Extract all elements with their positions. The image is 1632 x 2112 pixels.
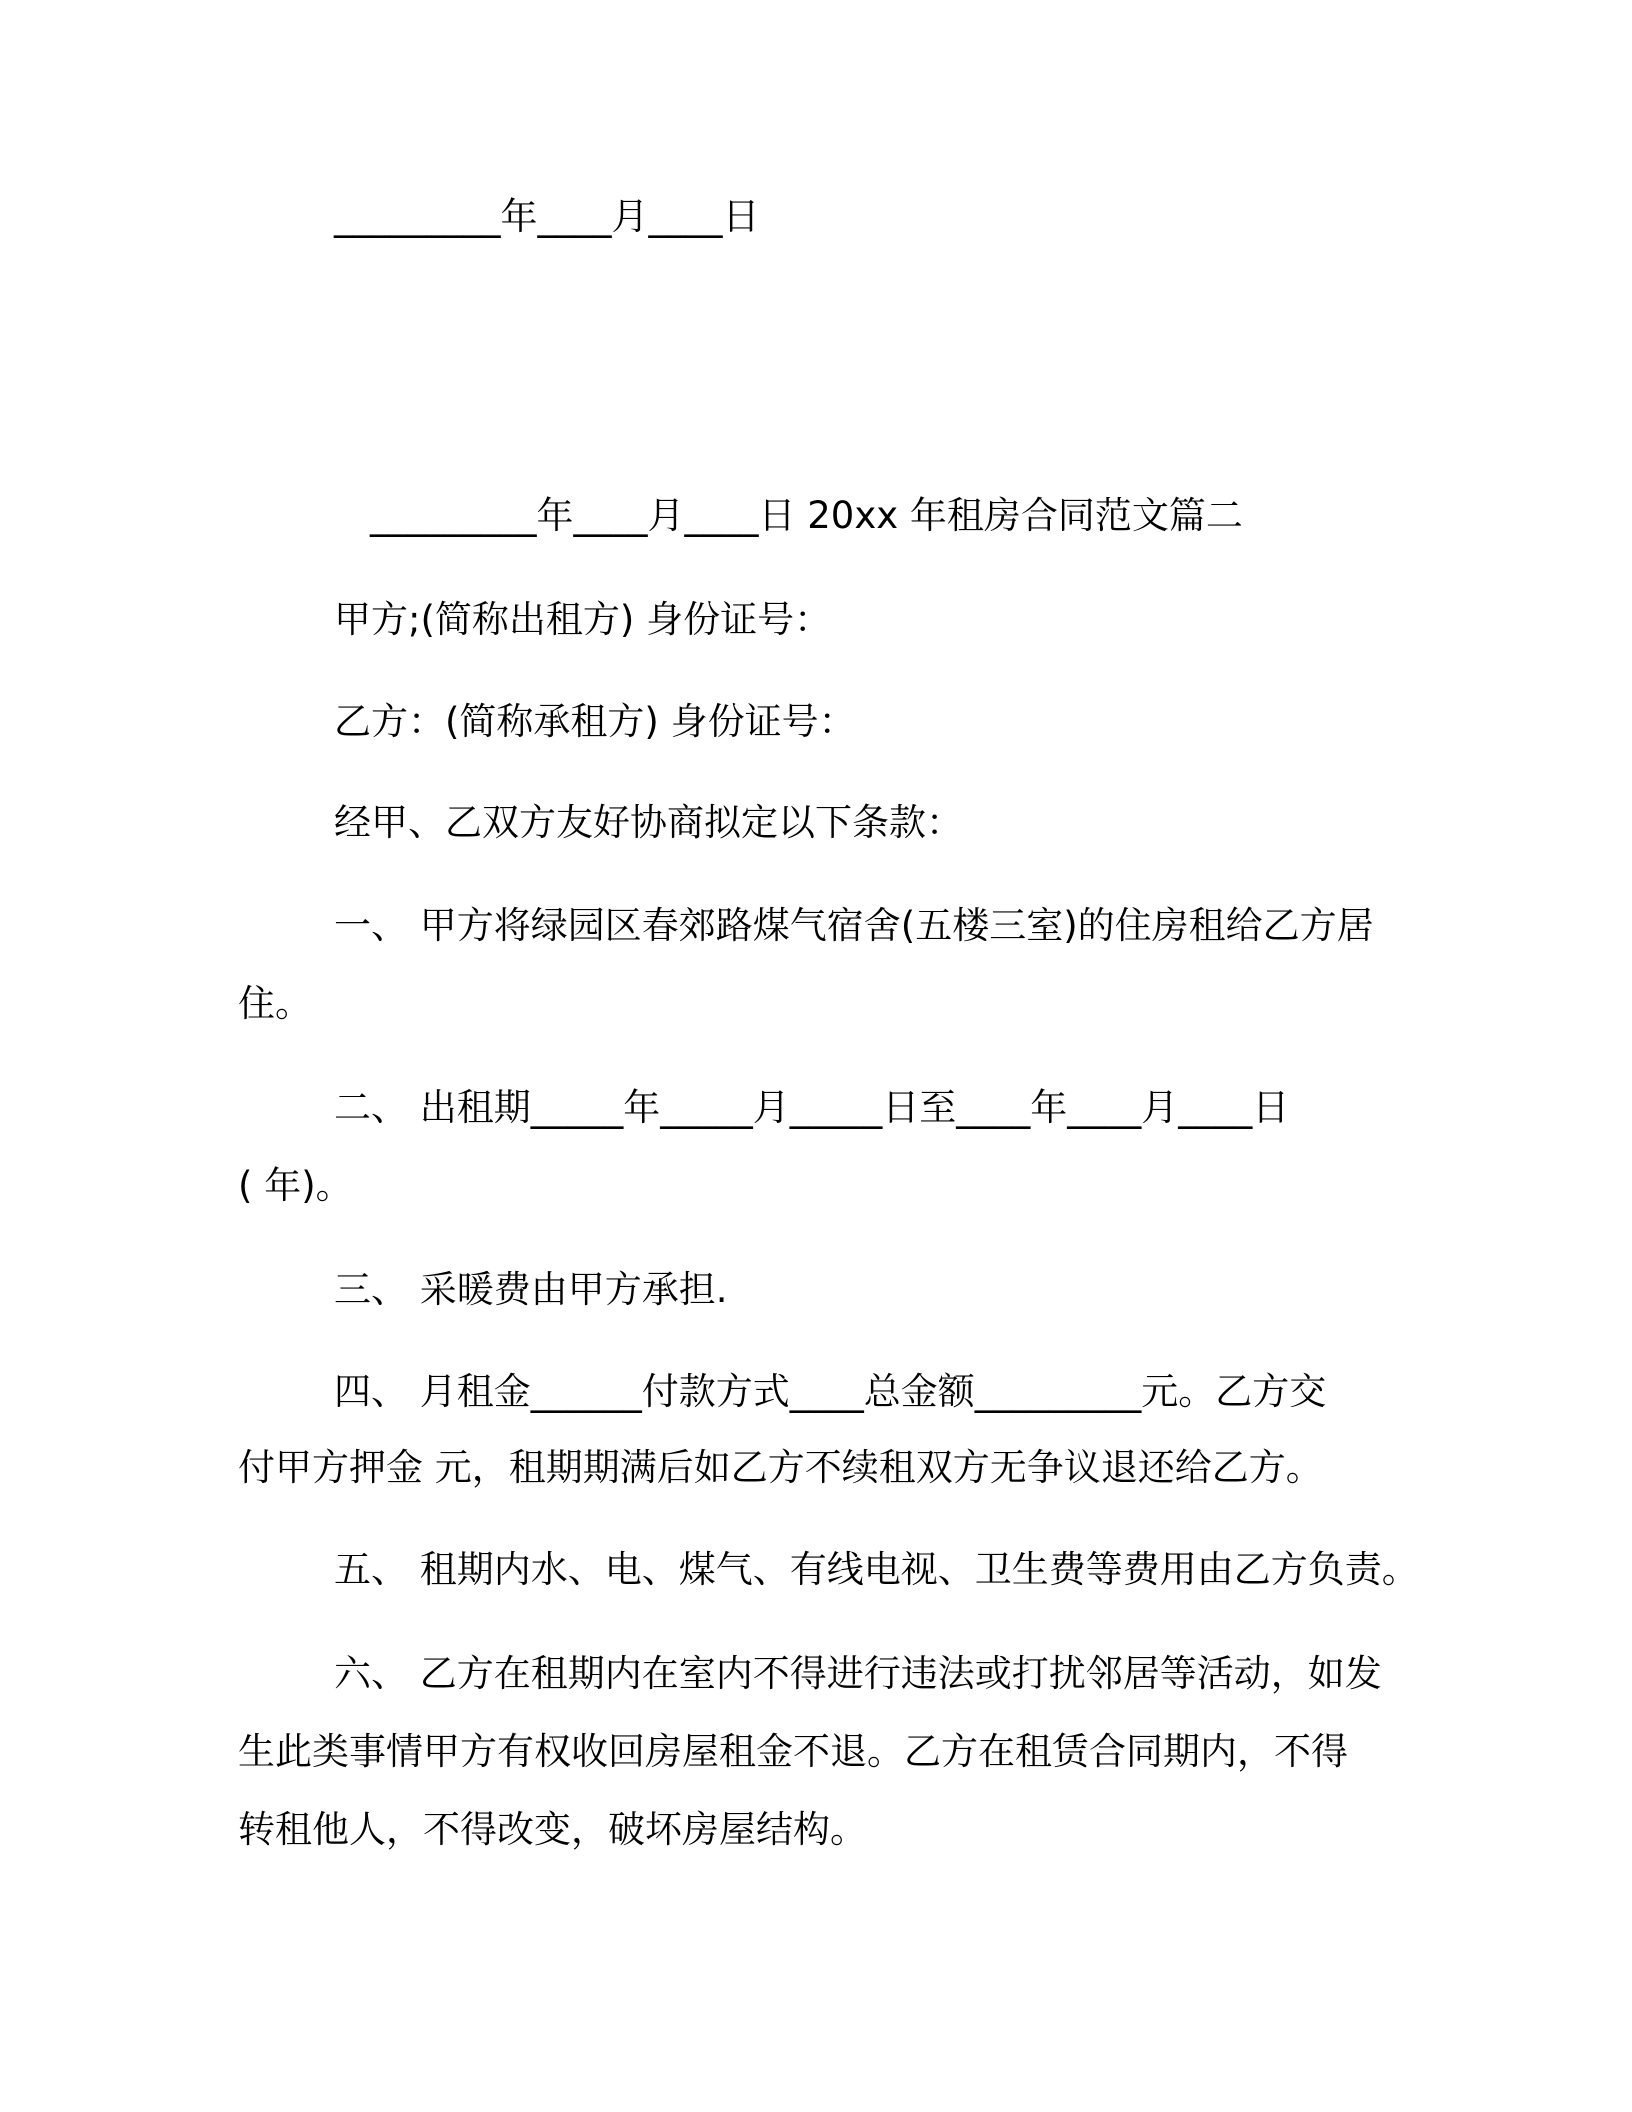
- clause-2-line-1: 二、 出租期_____年_____月_____日至____年____月____日: [334, 1086, 1290, 1129]
- party-b-line: 乙方：(简称承租方) 身份证号：: [334, 700, 856, 743]
- clause-1-line-1: 一、 甲方将绿园区春郊路煤气宿舍(五楼三室)的住房租给乙方居: [334, 904, 1374, 947]
- clause-6-line-2: 生此类事情甲方有权收回房屋租金不退。乙方在租赁合同期内，不得: [238, 1730, 1348, 1773]
- clause-3-line: 三、 采暖费由甲方承担.: [334, 1268, 728, 1311]
- section-heading: _________年____月____日 20xx 年租房合同范文篇二: [370, 494, 1243, 537]
- clause-2-line-2: ( 年)。: [238, 1164, 353, 1207]
- clause-6-line-1: 六、 乙方在租期内在室内不得进行违法或打扰邻居等活动，如发: [334, 1652, 1382, 1695]
- clause-4-line-2: 付甲方押金 元，租期期满后如乙方不续租双方无争议退还给乙方。: [238, 1446, 1323, 1489]
- clause-4-line-1: 四、 月租金______付款方式____总金额_________元。乙方交: [334, 1370, 1327, 1413]
- clause-1-line-2: 住。: [238, 982, 312, 1025]
- date-line: _________年____月____日: [334, 195, 760, 238]
- intro-line: 经甲、乙双方友好协商拟定以下条款：: [334, 801, 963, 844]
- party-a-line: 甲方;(简称出租方) 身份证号：: [334, 598, 832, 641]
- clause-6-line-3: 转租他人，不得改变，破坏房屋结构。: [238, 1808, 867, 1851]
- clause-5-line: 五、 租期内水、电、煤气、有线电视、卫生费等费用由乙方负责。: [334, 1548, 1419, 1591]
